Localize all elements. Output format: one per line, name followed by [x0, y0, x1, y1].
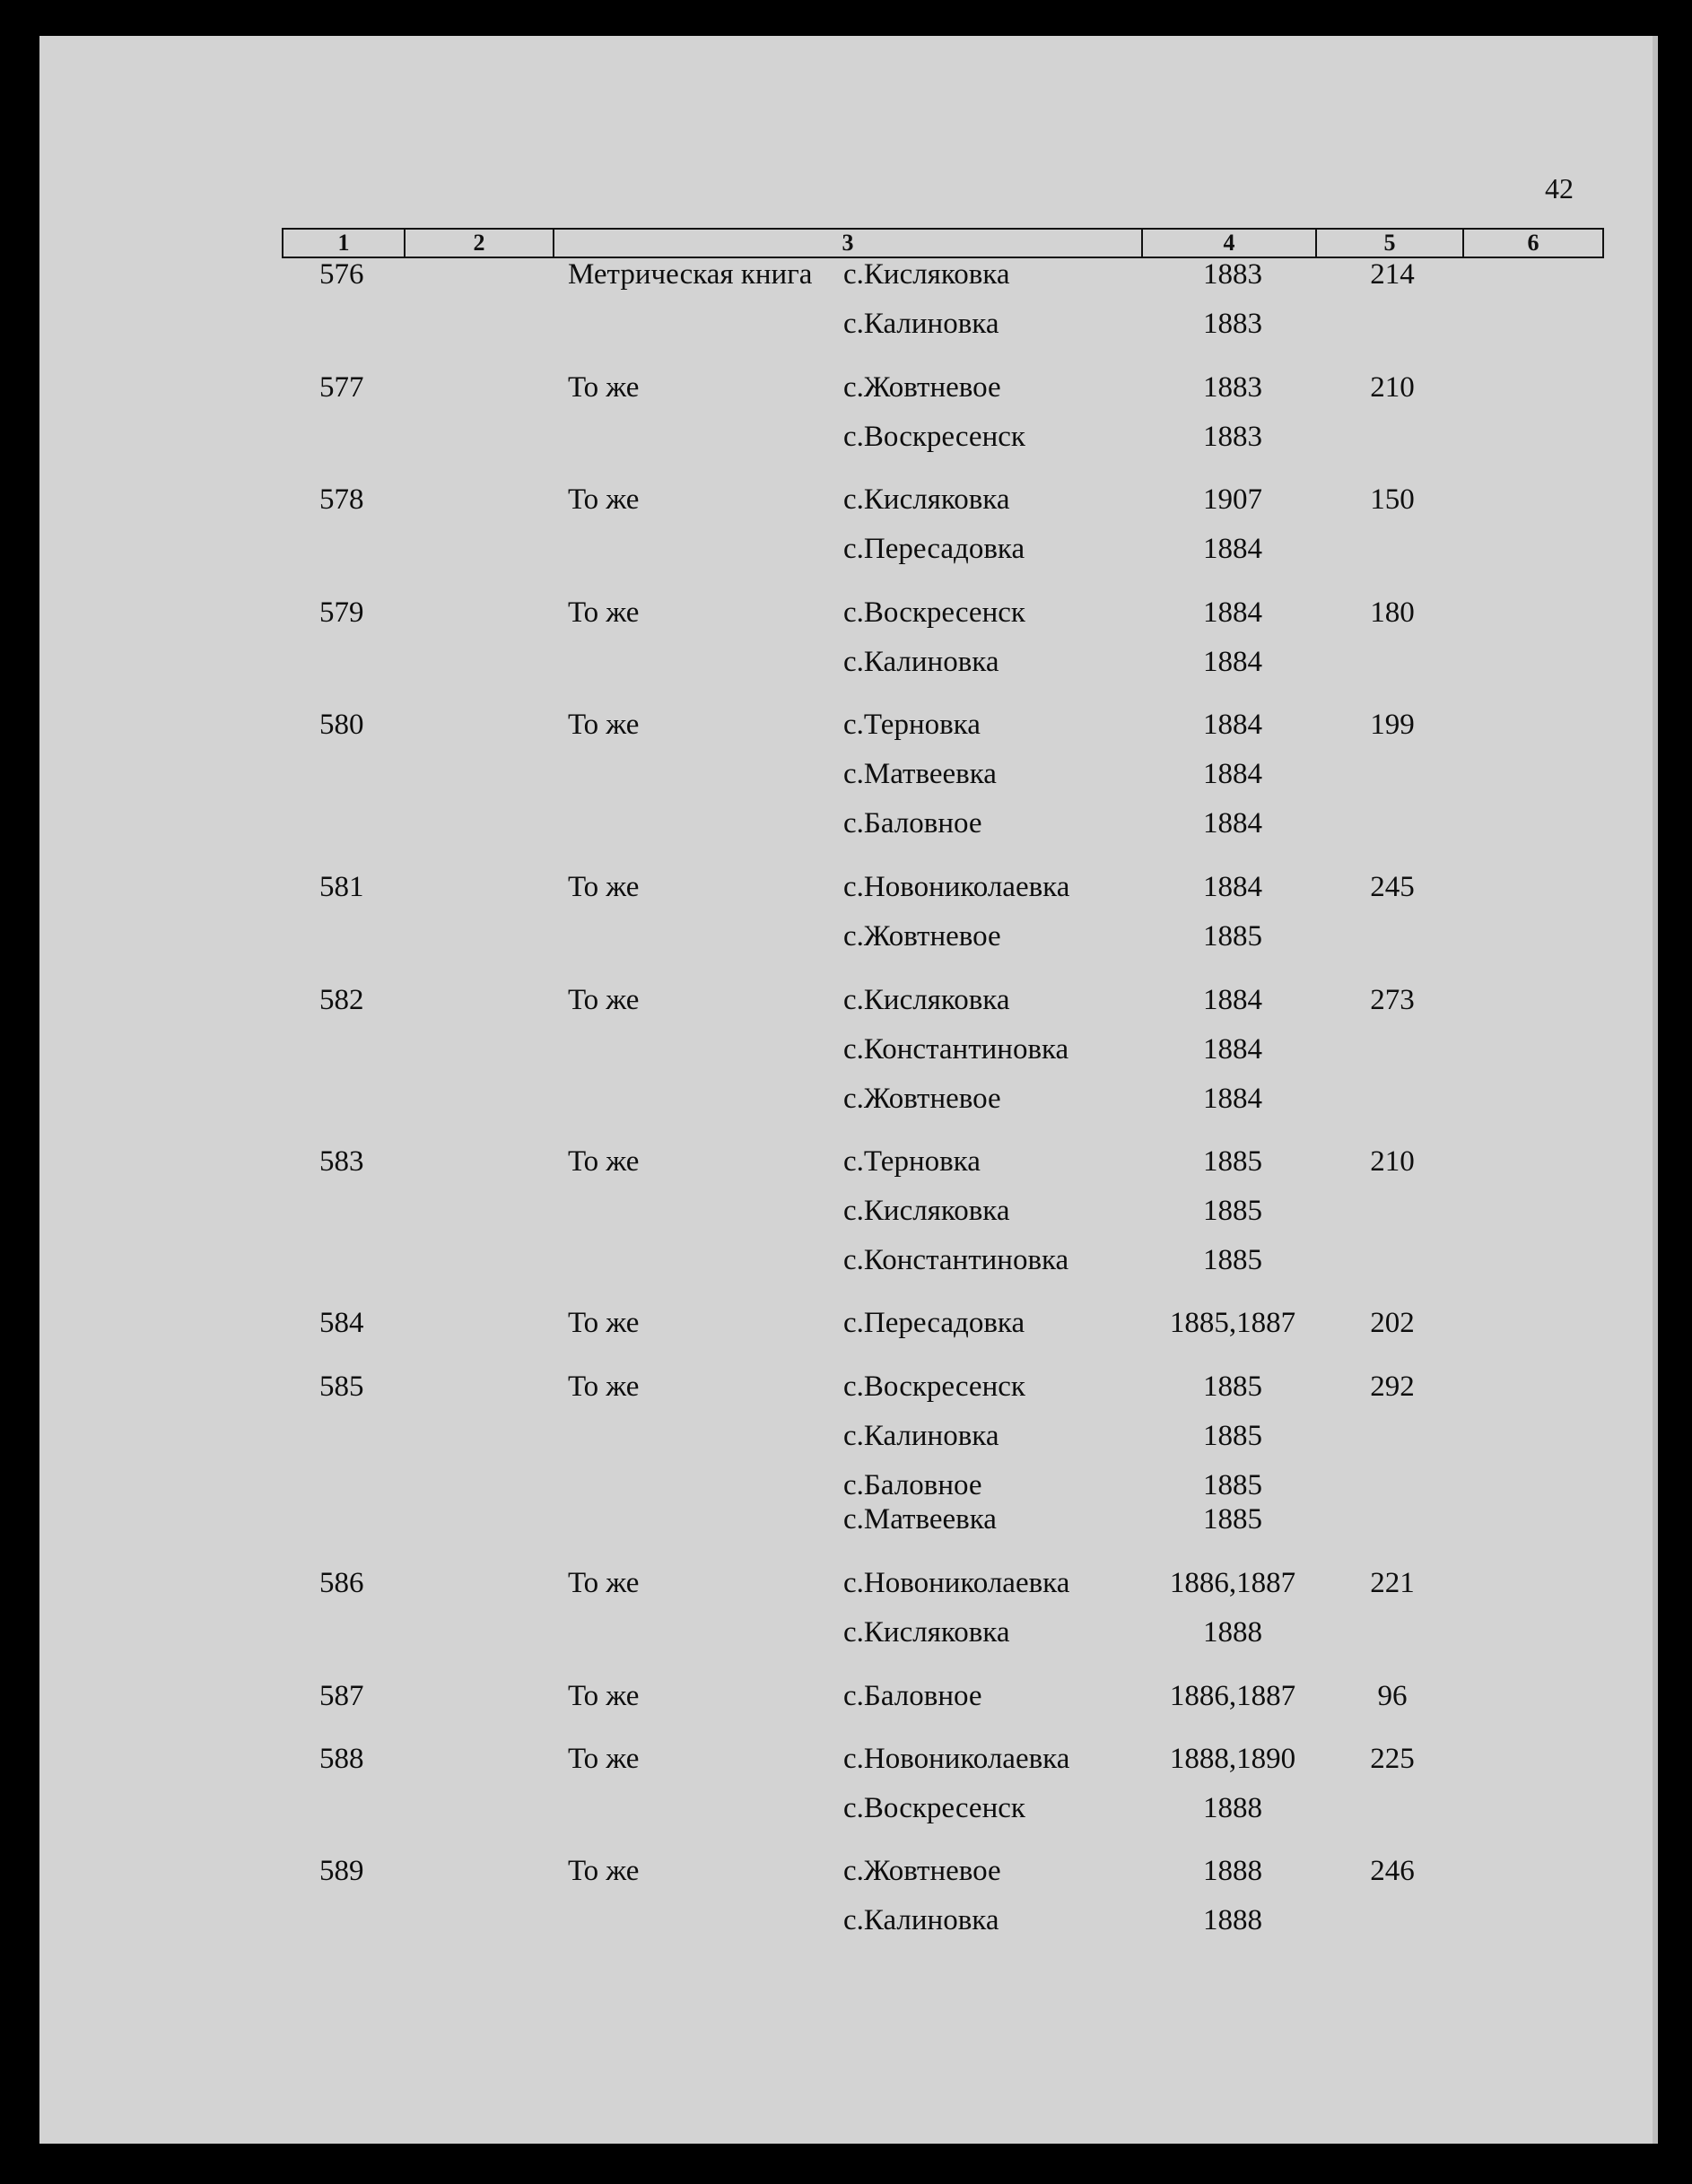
village-name: с.Новониколаевка — [843, 871, 1070, 903]
record-year-text: 1888 — [1203, 1904, 1262, 1936]
record-year-text: 1884 — [1203, 596, 1262, 629]
village-name: с.Воскресенск — [843, 1370, 1025, 1403]
page-count-text: 292 — [1370, 1370, 1415, 1403]
page-count-text: 273 — [1370, 984, 1415, 1016]
table-header — [282, 228, 1604, 258]
document-type: То же — [568, 1855, 640, 1887]
page-count-text: 210 — [1370, 1145, 1415, 1178]
village-name: с.Терновка — [843, 1145, 981, 1178]
record-year-text: 1888 — [1203, 1616, 1262, 1649]
village-name: с.Калиновка — [843, 308, 999, 340]
page-number: 42 — [1545, 172, 1574, 204]
document-type: То же — [568, 984, 640, 1016]
record-number: 584 — [319, 1307, 364, 1339]
page-count-text: 225 — [1370, 1743, 1415, 1775]
record-year-text: 1884 — [1203, 533, 1262, 565]
page-count-text: 221 — [1370, 1567, 1415, 1599]
column-header-6: 6 — [1527, 230, 1539, 256]
document-type: Метрическая книга — [568, 258, 813, 291]
record-year-text: 1883 — [1203, 308, 1262, 340]
record-year-text: 1885 — [1203, 1195, 1262, 1227]
record-number: 588 — [319, 1743, 364, 1775]
village-name: с.Кисляковка — [843, 1195, 1010, 1227]
document-type: То же — [568, 483, 640, 516]
village-name: с.Воскресенск — [843, 596, 1025, 629]
record-number: 589 — [319, 1855, 364, 1887]
record-year-text: 1886,1887 — [1169, 1680, 1296, 1712]
record-number: 576 — [319, 258, 364, 291]
record-number: 582 — [319, 984, 364, 1016]
village-name: с.Жовтневое — [843, 371, 1001, 404]
document-type: То же — [568, 1307, 640, 1339]
document-type: То же — [568, 1743, 640, 1775]
record-year-text: 1884 — [1203, 646, 1262, 678]
record-year-text: 1883 — [1203, 421, 1262, 453]
record-number: 585 — [319, 1370, 364, 1403]
record-year-text: 1885 — [1203, 1145, 1262, 1178]
record-year-text: 1886,1887 — [1169, 1567, 1296, 1599]
village-name: с.Калиновка — [843, 1904, 999, 1936]
column-header-2: 2 — [406, 230, 554, 257]
document-type: То же — [568, 871, 640, 903]
record-year-text: 1885 — [1203, 1469, 1262, 1501]
record-year-text: 1884 — [1203, 984, 1262, 1016]
village-name: с.Жовтневое — [843, 920, 1001, 953]
village-name: с.Воскресенск — [843, 1792, 1025, 1824]
village-name: с.Кисляковка — [843, 1616, 1010, 1649]
record-year-text: 1885,1887 — [1169, 1307, 1296, 1339]
village-name: с.Матвеевка — [843, 1503, 997, 1536]
document-type: То же — [568, 1680, 640, 1712]
village-name: с.Терновка — [843, 709, 981, 741]
record-number: 581 — [319, 871, 364, 903]
village-name: с.Баловное — [843, 1680, 982, 1712]
column-header-3: 3 — [554, 230, 1143, 257]
village-name: с.Новониколаевка — [843, 1567, 1070, 1599]
column-header-5: 5 — [1317, 230, 1464, 257]
village-name: с.Матвеевка — [843, 758, 997, 790]
village-name: с.Калиновка — [843, 1420, 999, 1452]
village-name: с.Новониколаевка — [843, 1743, 1070, 1775]
document-type: То же — [568, 1567, 640, 1599]
page-count-text: 180 — [1370, 596, 1415, 629]
record-year-text: 1888 — [1203, 1792, 1262, 1824]
village-name: с.Кисляковка — [843, 258, 1010, 291]
record-year-text: 1885 — [1203, 1420, 1262, 1452]
record-number: 578 — [319, 483, 364, 516]
document-type: То же — [568, 371, 640, 404]
record-year-text: 1885 — [1203, 920, 1262, 953]
record-year-text: 1885 — [1203, 1503, 1262, 1536]
document-type: То же — [568, 1145, 640, 1178]
record-year-text: 1884 — [1203, 871, 1262, 903]
page-count-text: 96 — [1377, 1680, 1408, 1712]
record-year-text: 1907 — [1203, 483, 1262, 516]
record-year-text: 1883 — [1203, 258, 1262, 291]
village-name: с.Константиновка — [843, 1033, 1069, 1066]
village-name: с.Калиновка — [843, 646, 999, 678]
record-year-text: 1884 — [1203, 807, 1262, 840]
record-year-text: 1885 — [1203, 1370, 1262, 1403]
village-name: с.Пересадовка — [843, 533, 1025, 565]
village-name: с.Кисляковка — [843, 483, 1010, 516]
document-page — [39, 36, 1658, 2144]
record-number: 577 — [319, 371, 364, 404]
record-year-text: 1883 — [1203, 371, 1262, 404]
record-year-text: 1884 — [1203, 758, 1262, 790]
page-count-text: 202 — [1370, 1307, 1415, 1339]
record-year-text: 1884 — [1203, 1083, 1262, 1115]
column-header-4: 4 — [1143, 230, 1317, 257]
village-name: с.Воскресенск — [843, 421, 1025, 453]
record-year-text: 1884 — [1203, 1033, 1262, 1066]
page-count-text: 199 — [1370, 709, 1415, 741]
village-name: с.Пересадовка — [843, 1307, 1025, 1339]
village-name: с.Кисляковка — [843, 984, 1010, 1016]
document-type: То же — [568, 709, 640, 741]
record-number: 583 — [319, 1145, 364, 1178]
record-year-text: 1888 — [1203, 1855, 1262, 1887]
village-name: с.Баловное — [843, 1469, 982, 1501]
column-header-1: 1 — [283, 230, 406, 257]
page-count-text: 150 — [1370, 483, 1415, 516]
page-count-text: 245 — [1370, 871, 1415, 903]
document-type: То же — [568, 1370, 640, 1403]
village-name: с.Жовтневое — [843, 1855, 1001, 1887]
record-year-text: 1888,1890 — [1169, 1743, 1296, 1775]
village-name: с.Жовтневое — [843, 1083, 1001, 1115]
village-name: с.Баловное — [843, 807, 982, 840]
page-count-text: 246 — [1370, 1855, 1415, 1887]
page-count-text: 214 — [1370, 258, 1415, 291]
record-number: 579 — [319, 596, 364, 629]
record-number: 586 — [319, 1567, 364, 1599]
page-count-text: 210 — [1370, 371, 1415, 404]
record-number: 580 — [319, 709, 364, 741]
document-type: То же — [568, 596, 640, 629]
record-year-text: 1885 — [1203, 1244, 1262, 1276]
village-name: с.Константиновка — [843, 1244, 1069, 1276]
record-year-text: 1884 — [1203, 709, 1262, 741]
record-number: 587 — [319, 1680, 364, 1712]
